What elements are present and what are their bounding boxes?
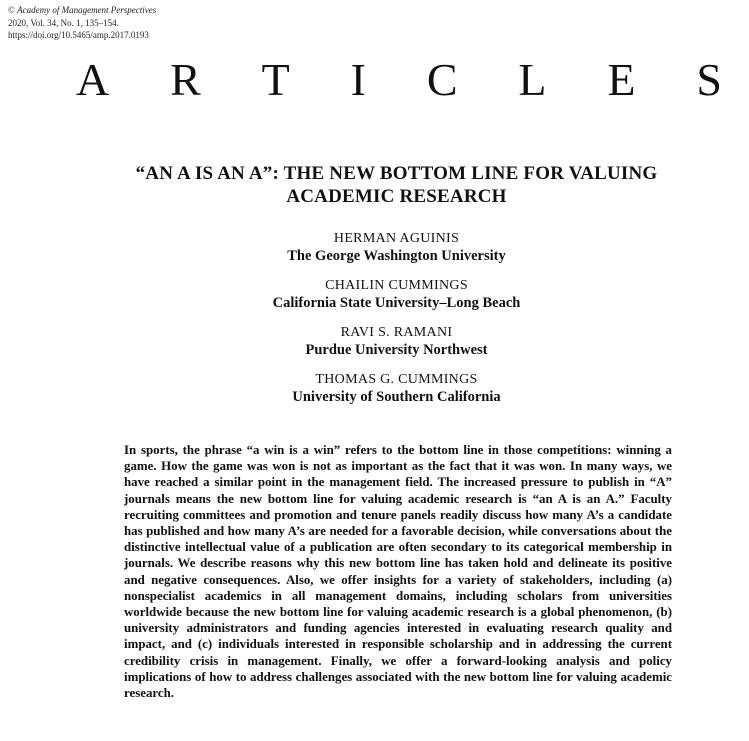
author-block <box>60 371 733 406</box>
volume-line: 2020, Vol. 34, No. 1, 135–154. <box>8 17 119 28</box>
section-heading-articles <box>76 56 722 104</box>
author-name: HERMAN AGUINIS <box>333 231 460 246</box>
article-title <box>60 162 733 208</box>
title-line: “AN A IS AN A”: THE NEW BOTTOM LINE FOR VALUING <box>135 163 658 184</box>
section-letter: E <box>607 54 636 105</box>
section-letter: S <box>696 54 722 105</box>
author-name: THOMAS G. CUMMINGS <box>315 372 478 387</box>
journal-name: Academy of Management Perspectives <box>17 5 157 15</box>
author-affiliation: Purdue University Northwest <box>305 342 488 358</box>
journal-line <box>8 4 156 17</box>
author-name: CHAILIN CUMMINGS <box>325 278 468 293</box>
section-letter: C <box>426 54 458 105</box>
author-affiliation: The George Washington University <box>287 248 506 264</box>
journal-metadata <box>8 4 156 42</box>
author-name: RAVI S. RAMANI <box>340 325 453 340</box>
abstract-text: In sports, the phrase “a win is a win” refers to the bottom line in those competitions: winning a game. How the game was won is not as important as the fact that it was won. In many ways, we have reached a similar point in the management field. The increased pressure to publish in “A” journals means the new bottom line for valuing academic research is “an A is an A.” Faculty recruiting committees and promotion and tenure panels readily discuss how many A’s a candidate has published and how many A’s are needed for a favorable decision, while conversations about the distinctive intellectual value of a publication are often secondary to its categorical membership in journals. We describe reasons why this new bottom line has taken hold and delineate its positive and negative consequences. Also, we offer insights for a variety of stakeholders, including (a) nonspecialist academics in all management domains, including scholars from universities worldwide because the new bottom line for valuing academic research is a global phenomenon, (b) university administrators and funding agencies interested in evaluating research quality and impact, and (c) individuals interested in responsible scholarship and in addressing the current credibility crisis in management. Finally, we offer a forward-looking analysis and policy implications of how to address challenges associated with the new bottom line for valuing academic research. <box>124 443 672 701</box>
copyright-symbol: © <box>8 5 15 15</box>
doi-link[interactable]: https://doi.org/10.5465/amp.2017.0193 <box>8 30 149 40</box>
title-line: ACADEMIC RESEARCH <box>286 186 507 207</box>
section-letter: I <box>350 54 366 105</box>
author-block <box>60 277 733 312</box>
author-list <box>60 230 733 418</box>
section-letter: L <box>518 54 547 105</box>
section-letter: T <box>261 54 290 105</box>
author-block <box>60 230 733 265</box>
section-letter: A <box>76 54 110 105</box>
author-affiliation: University of Southern California <box>292 389 501 405</box>
author-affiliation: California State University–Long Beach <box>272 295 521 311</box>
author-block <box>60 324 733 359</box>
section-letter: R <box>170 54 201 105</box>
